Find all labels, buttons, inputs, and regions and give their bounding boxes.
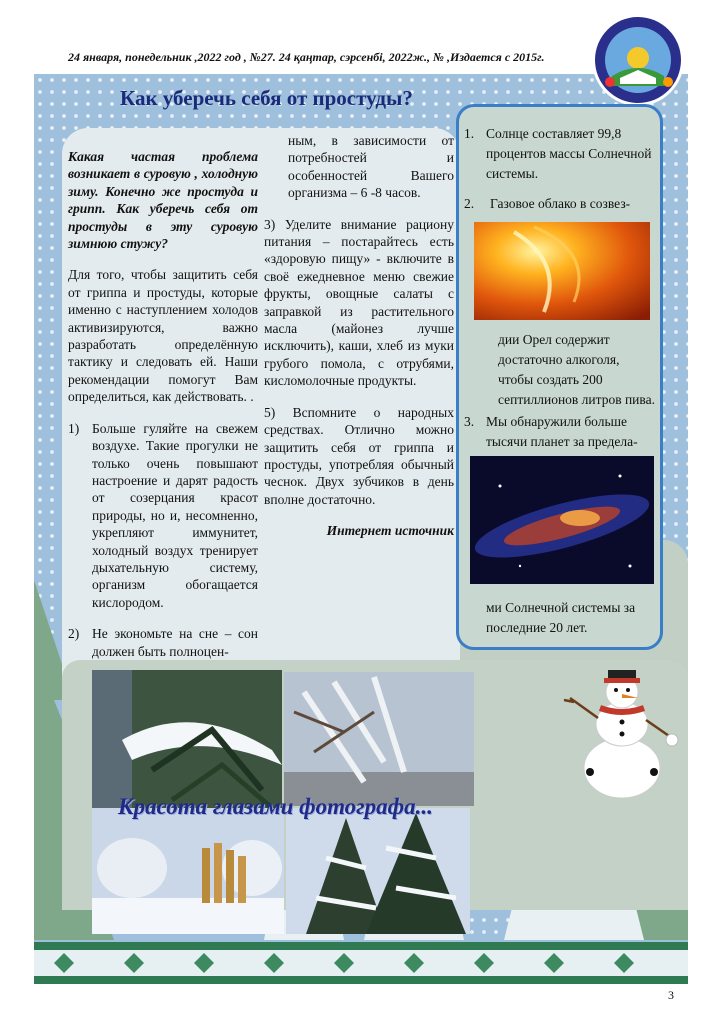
- list-text: Не экономьте на сне – сон должен быть полноцен-: [92, 626, 258, 659]
- article-title: Как уберечь себя от простуды?: [120, 86, 413, 110]
- fact-text: Солнце составляет 99,8 процентов массы Солнечной системы.: [486, 126, 652, 181]
- list-item: [68, 625, 258, 660]
- list-text-continued: ным, в зависимости от потребностей и особенностей Вашего организма – 6 -8 часов.: [288, 133, 454, 201]
- fact-number: 2.: [464, 196, 475, 211]
- photo-frosty-branches: [284, 672, 474, 806]
- sun-flare-image: [474, 222, 650, 320]
- fact-number: 1.: [464, 126, 475, 141]
- list-item: [68, 420, 258, 611]
- article-column-1: [68, 148, 258, 660]
- photo-snowy-pines: [286, 808, 470, 934]
- list-item-5: 5) Вспомните о народных средствах. Отлично можно защитить себя от гриппа и простуды, употребляя обычный чеснок. Двух зубчиков в день вполне достаточно.: [264, 404, 454, 507]
- issue-header: 24 января, понедельник ,2022 год , №27. 24 қаңтар, сэрсенбі, 2022ж., № ,Издается с 2015г.: [68, 50, 545, 64]
- article-column-2: [264, 132, 454, 554]
- fact-text: Газовое облако в созвез-: [490, 196, 631, 211]
- fact-text-continued: ми Солнечной системы за последние 20 лет.: [486, 600, 636, 635]
- gallery-caption: Красота глазами фотографа...: [118, 794, 433, 819]
- snowman-illustration: [560, 668, 680, 798]
- article-lead: Какая частая проблема возникает в суровую , холодную зиму. Конечно же простуда и грипп. Как уберечь себя от простуды в эту суровую зимнюю стужу?: [68, 149, 258, 252]
- snowflake-border: [34, 942, 688, 984]
- fact-text-continued: дии Орел содержит достаточно алкоголя, чтобы создать 200 септиллионов литров пива.: [498, 332, 655, 407]
- fact-number: 3.: [464, 414, 475, 429]
- article-source: Интернет источник: [326, 523, 454, 539]
- list-item-3: 3) Уделите внимание рациону питания – постарайтесь есть «здоровую пищу» - включите в своё ежедневное меню свежие фрукты, овощные салаты с заправкой из растительного масла (майонез лучше исключить), каши, хлеб из муки грубого помола, с отрубями, кисломолочные продукты.: [264, 216, 454, 389]
- galaxy-image: [470, 456, 654, 584]
- page-number: 3: [668, 988, 674, 1002]
- list-number: 2): [68, 626, 80, 642]
- newspaper-logo: [584, 12, 692, 108]
- fact-text: Мы обнаружили больше тысячи планет за предела-: [486, 414, 638, 449]
- list-text: Больше гуляйте на свежем воздухе. Такие прогулки не только очень повышают настроение и дарят радость от созерцания красот природы, но и, несомненно, укрепляют иммунитет, холодный воздух тренирует дыхательную систему, организм обогащается кислородом.: [92, 420, 258, 610]
- photo-snowy-fir: [92, 670, 282, 808]
- article-intro: Для того, чтобы защитить себя от гриппа и простуды, которые именно с наступлением холодов активизируются, важно разработать определённую тактику и следовать ей. Наши рекомендации помогут Вам определиться, как действовать. .: [68, 267, 258, 405]
- list-number: 1): [68, 420, 80, 436]
- photo-monument-winter: [92, 808, 284, 934]
